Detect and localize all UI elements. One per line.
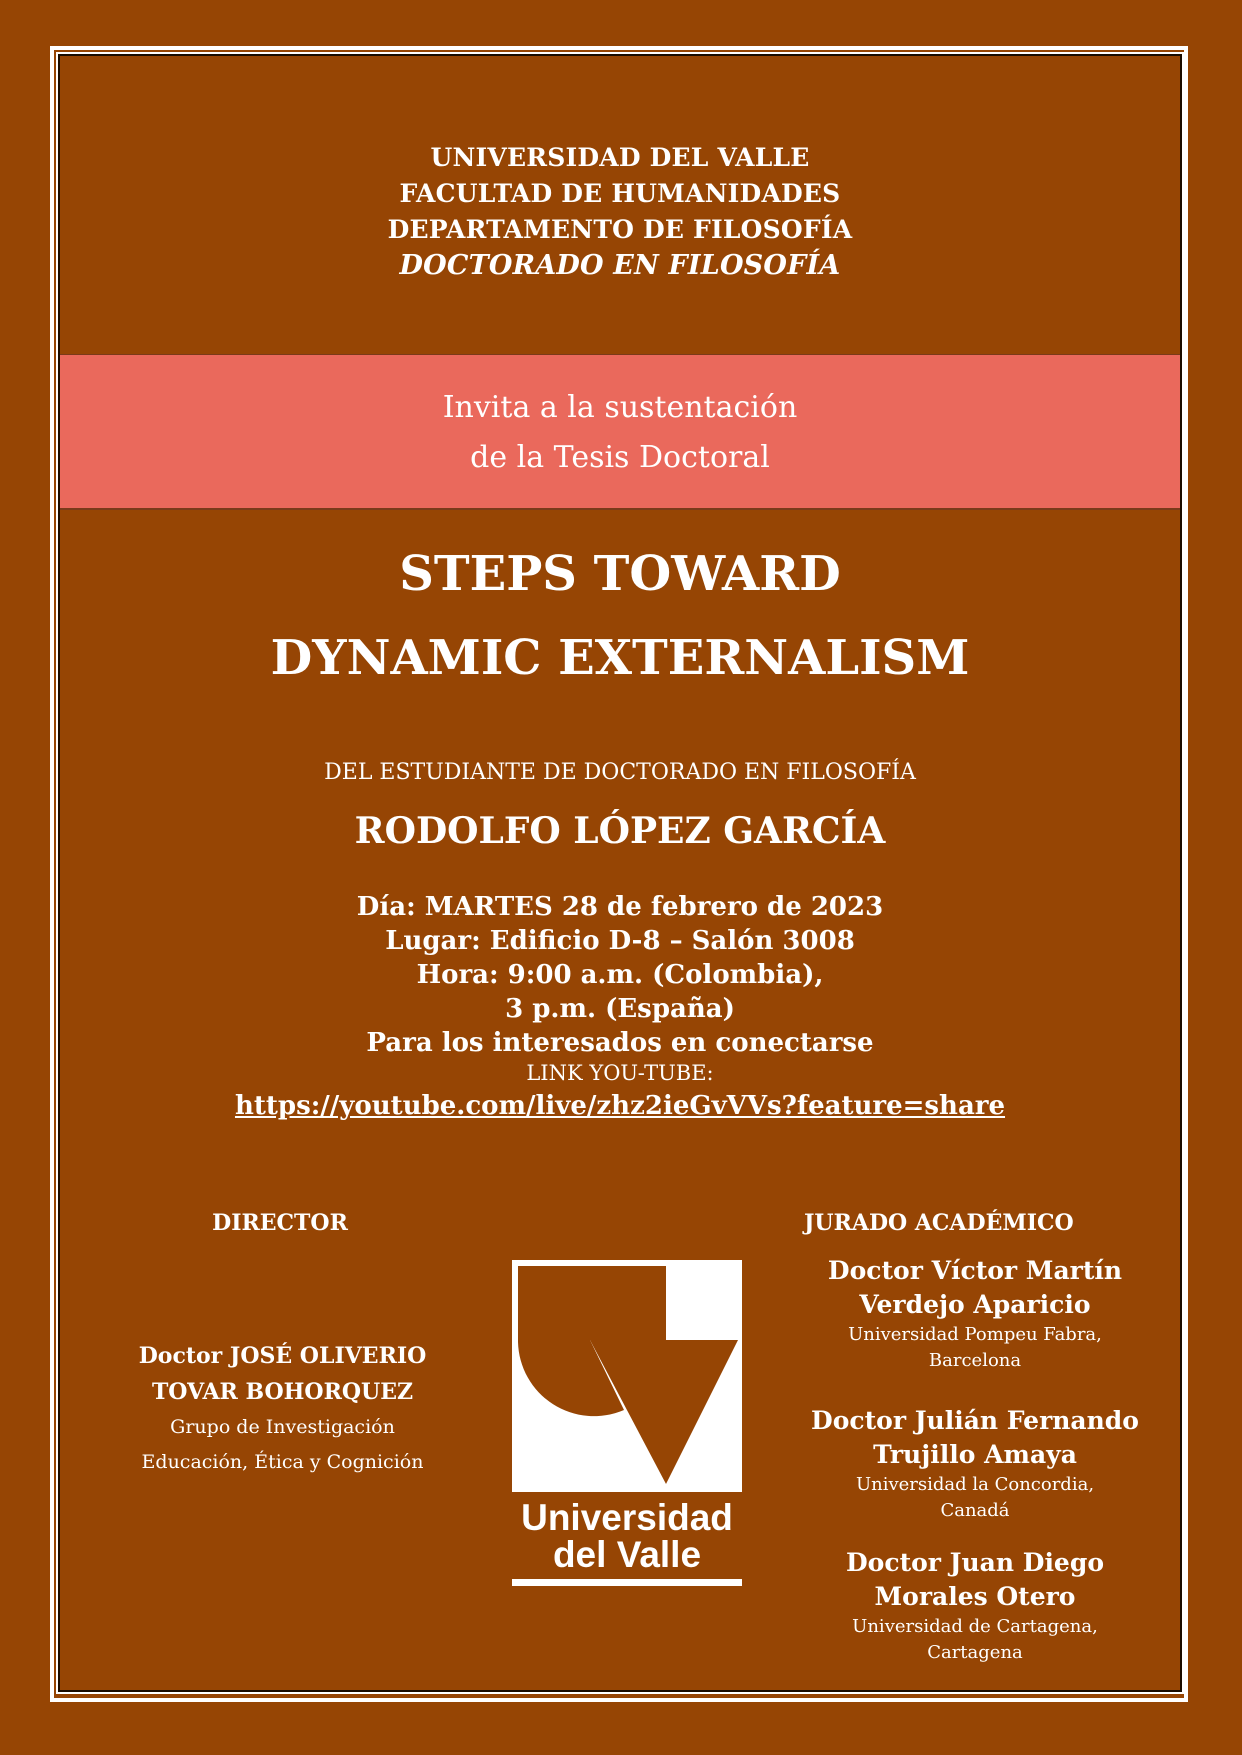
thesis-title-line-1: STEPS TOWARD bbox=[399, 546, 841, 602]
research-group-line-1: Grupo de Investigación bbox=[170, 1416, 395, 1438]
invitation-band bbox=[60, 354, 1180, 510]
jury-member-affiliation-line-2: Canadá bbox=[940, 1500, 1010, 1521]
jury-member-2 bbox=[790, 1404, 1160, 1524]
invitation-line-2: de la Tesis Doctoral bbox=[470, 440, 770, 475]
director-label: DIRECTOR bbox=[212, 1210, 348, 1236]
program-name: DOCTORADO EN FILOSOFÍA bbox=[399, 250, 841, 281]
event-time-colombia: Hora: 9:00 a.m. (Colombia), bbox=[416, 960, 824, 990]
link-label: LINK YOU-TUBE: bbox=[526, 1061, 714, 1085]
jury-member-affiliation-line-1: Universidad Pompeu Fabra, bbox=[848, 1324, 1102, 1345]
thesis-title-line-2: DYNAMIC EXTERNALISM bbox=[270, 630, 970, 686]
director-name-line-1: Doctor JOSÉ OLIVERIO bbox=[138, 1343, 427, 1369]
research-group-line-2: Educación, Ética y Cognición bbox=[141, 1451, 424, 1473]
jury-member-name-line-1: Doctor Julián Fernando bbox=[811, 1406, 1139, 1435]
invitation-line-1: Invita a la sustentación bbox=[442, 390, 798, 425]
director-name-line-2: TOVAR BOHORQUEZ bbox=[151, 1379, 414, 1405]
jury-member-3 bbox=[790, 1546, 1160, 1666]
event-place: Lugar: Edificio D-8 – Salón 3008 bbox=[385, 926, 855, 956]
student-name: RODOLFO LÓPEZ GARCÍA bbox=[354, 810, 886, 852]
event-day: Día: MARTES 28 de febrero de 2023 bbox=[356, 892, 884, 922]
logo-text-line-2: del Valle bbox=[552, 1534, 702, 1575]
youtube-link[interactable]: https://youtube.com/live/zhz2ieGvVVs?feature=share bbox=[234, 1091, 1006, 1121]
logo-underline bbox=[512, 1579, 742, 1586]
department-name: DEPARTAMENTO DE FILOSOFÍA bbox=[387, 215, 853, 244]
institution-header bbox=[60, 140, 1180, 284]
jury-member-1 bbox=[790, 1254, 1160, 1374]
jury-member-affiliation-line-2: Cartagena bbox=[927, 1642, 1023, 1663]
jury-member-name-line-1: Doctor Juan Diego bbox=[846, 1548, 1104, 1577]
event-time-spain: 3 p.m. (España) bbox=[505, 994, 735, 1024]
university-name: UNIVERSIDAD DEL VALLE bbox=[430, 143, 810, 172]
jury-member-affiliation-line-1: Universidad la Concordia, bbox=[855, 1474, 1095, 1495]
jury-member-name-line-2: Morales Otero bbox=[874, 1582, 1076, 1611]
jury-member-name-line-2: Verdejo Aparicio bbox=[859, 1290, 1091, 1319]
connect-note: Para los interesados en conectarse bbox=[366, 1028, 874, 1058]
thesis-title bbox=[60, 532, 1180, 700]
jury-member-name-line-2: Trujillo Amaya bbox=[873, 1440, 1077, 1469]
logo-text-line-1: Universidad bbox=[521, 1497, 733, 1538]
event-details bbox=[60, 890, 1180, 1126]
university-logo bbox=[512, 1260, 742, 1588]
jury-label: JURADO ACADÉMICO bbox=[804, 1210, 1074, 1236]
faculty-name: FACULTAD DE HUMANIDADES bbox=[399, 179, 841, 208]
jury-member-affiliation-line-1: Universidad de Cartagena, bbox=[852, 1616, 1098, 1637]
director-block bbox=[100, 1338, 465, 1480]
student-label: DEL ESTUDIANTE DE DOCTORADO EN FILOSOFÍA bbox=[324, 760, 916, 785]
jury-member-affiliation-line-2: Barcelona bbox=[928, 1350, 1022, 1371]
jury-member-name-line-1: Doctor Víctor Martín bbox=[827, 1256, 1123, 1285]
